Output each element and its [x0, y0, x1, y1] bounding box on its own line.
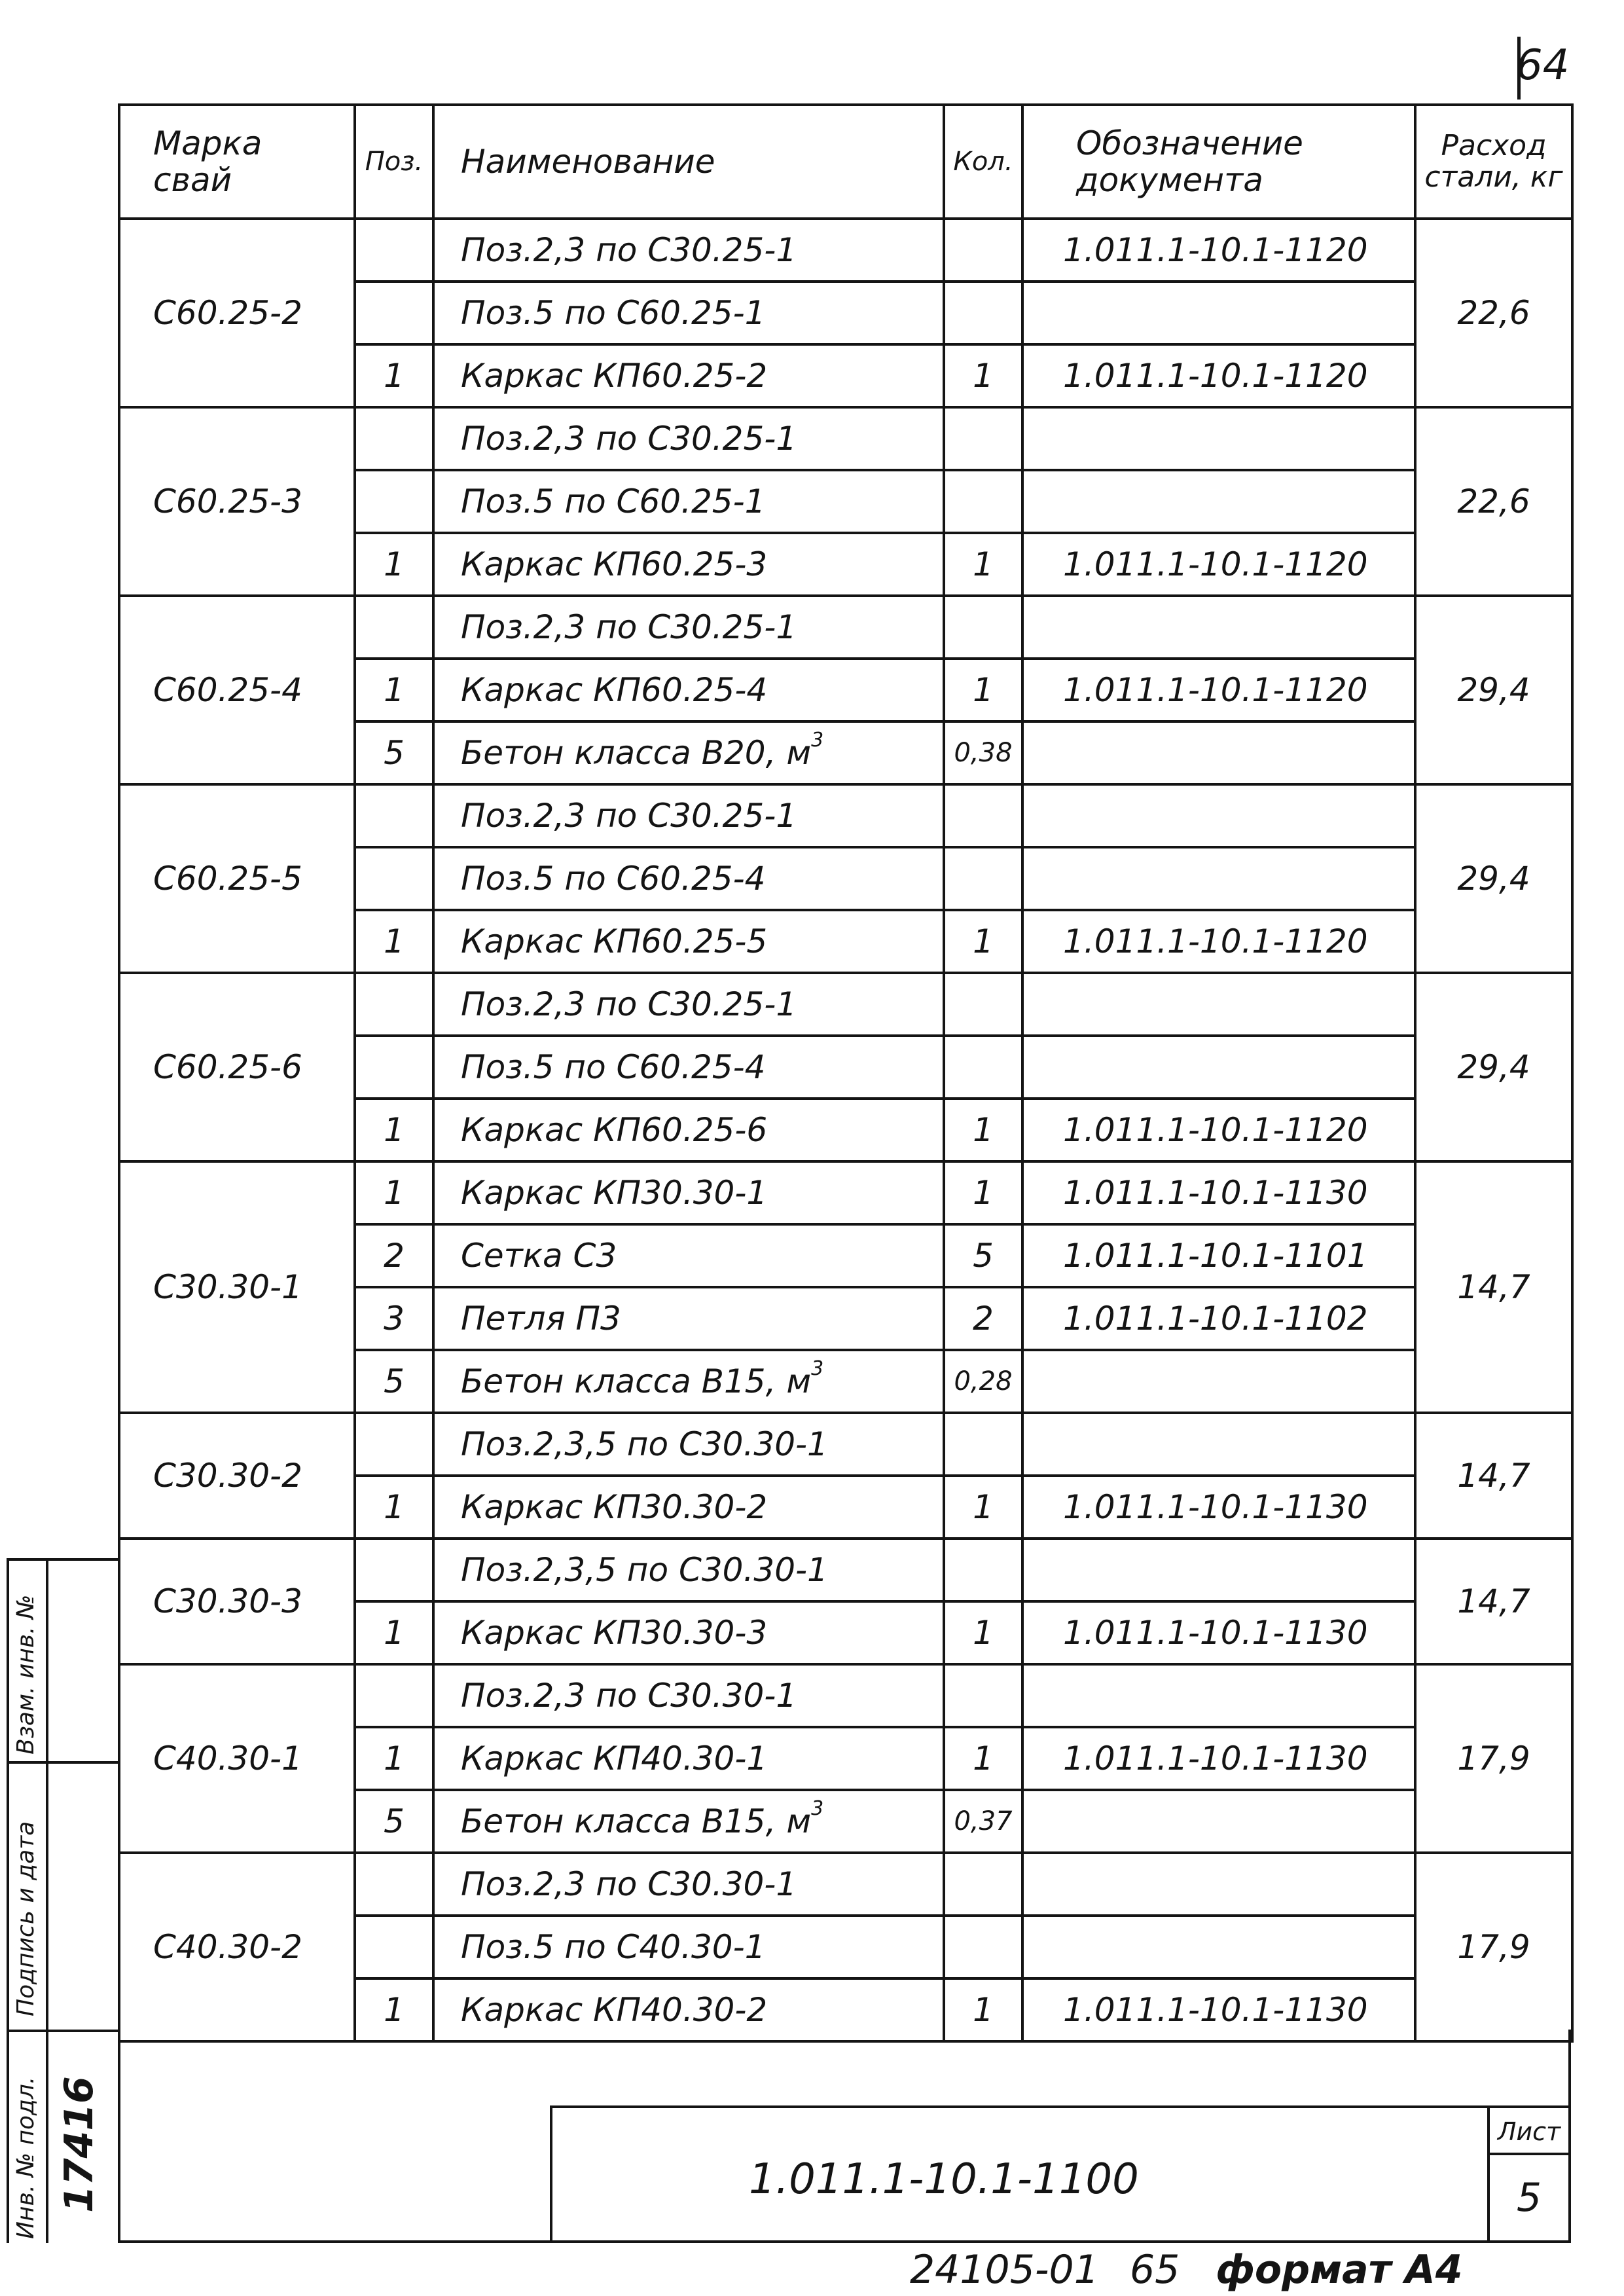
cell-name-text: Сетка С3 [461, 1237, 617, 1275]
cell-doc [1022, 1790, 1415, 1853]
cell-qty: 5 [944, 1224, 1022, 1287]
cell-name-text: Бетон класса В20, м [461, 734, 812, 772]
cell-qty: 1 [944, 1476, 1022, 1539]
cell-doc [1022, 847, 1415, 910]
cell-name [433, 1224, 944, 1287]
cell-qty [944, 847, 1022, 910]
cell-mass: 17,9 [1415, 1664, 1572, 1853]
table-row [119, 596, 1572, 659]
table-row [119, 1413, 1572, 1476]
cell-pos: 1 [355, 1727, 433, 1790]
specification-body [119, 219, 1572, 2041]
cell-name [433, 596, 944, 659]
cell-name [433, 659, 944, 721]
cell-pos: 1 [355, 533, 433, 596]
cell-name [433, 219, 944, 282]
side-stamp-line-mid1 [7, 1761, 118, 1764]
cell-doc [1022, 1350, 1415, 1413]
vzam-inv-label: Взам. инв. № [12, 1594, 39, 1755]
cell-doc [1022, 407, 1415, 470]
cell-name-text: Каркас КП60.25-4 [461, 671, 768, 709]
cell-name [433, 973, 944, 1036]
cell-name-text: Каркас КП60.25-2 [461, 357, 768, 395]
cell-qty: 1 [944, 910, 1022, 973]
cell-name-text: Поз.2,3,5 по С30.30-1 [461, 1551, 828, 1589]
cell-name [433, 533, 944, 596]
cell-name-text: Петля П3 [461, 1300, 621, 1338]
cell-pos: 1 [355, 1601, 433, 1664]
table-row [119, 784, 1572, 847]
cell-marka: С30.30-1 [119, 1161, 355, 1413]
cell-mass: 29,4 [1415, 784, 1572, 973]
podpis-data-label: Подпись и дата [12, 1821, 39, 2016]
cell-name-text: Каркас КП60.25-6 [461, 1111, 768, 1149]
cell-marka: С60.25-4 [119, 596, 355, 784]
cell-name-text: Поз.2,3 по С30.30-1 [461, 1677, 797, 1715]
cell-pos: 1 [355, 344, 433, 407]
table-row [119, 973, 1572, 1036]
cell-name [433, 1161, 944, 1224]
cell-name-text: Бетон класса В15, м [461, 1362, 812, 1400]
cell-doc [1022, 1036, 1415, 1099]
cell-qty: 1 [944, 1161, 1022, 1224]
cell-qty: 1 [944, 1601, 1022, 1664]
cell-mass: 22,6 [1415, 407, 1572, 596]
cell-qty: 1 [944, 1978, 1022, 2041]
cell-name-text: Каркас КП40.30-2 [461, 1991, 768, 2029]
cell-doc: 1.011.1-10.1-1130 [1022, 1476, 1415, 1539]
cell-pos [355, 1916, 433, 1978]
cell-doc: 1.011.1-10.1-1120 [1022, 344, 1415, 407]
cell-marka: С40.30-1 [119, 1664, 355, 1853]
cell-qty: 1 [944, 659, 1022, 721]
table-row [119, 407, 1572, 470]
cell-doc [1022, 1413, 1415, 1476]
sheet-number: 5 [1516, 2175, 1542, 2221]
cell-pos [355, 1539, 433, 1601]
cell-doc: 1.011.1-10.1-1120 [1022, 533, 1415, 596]
table-row [119, 1853, 1572, 1916]
cell-pos [355, 784, 433, 847]
side-stamp-line-top [7, 1558, 118, 1561]
cell-doc: 1.011.1-10.1-1120 [1022, 659, 1415, 721]
cell-pos: 1 [355, 659, 433, 721]
cell-name [433, 1664, 944, 1727]
cell-name [433, 407, 944, 470]
cell-name [433, 1287, 944, 1350]
cell-pos [355, 973, 433, 1036]
cell-pos [355, 1413, 433, 1476]
inv-podl-label: Инв. № подл. [12, 2076, 39, 2239]
cell-name-text: Поз.2,3 по С30.25-1 [461, 797, 797, 835]
cell-qty [944, 784, 1022, 847]
cell-pos [355, 219, 433, 282]
cell-qty: 1 [944, 1727, 1022, 1790]
cell-name [433, 282, 944, 344]
footer-page: 65 [1129, 2247, 1180, 2293]
cell-name [433, 1099, 944, 1161]
specification-table [118, 103, 1574, 2043]
cell-name [433, 1727, 944, 1790]
cell-name-text: Каркас КП40.30-1 [461, 1740, 768, 1777]
cell-pos [355, 470, 433, 533]
cell-doc: 1.011.1-10.1-1101 [1022, 1224, 1415, 1287]
page-number: 64 [1516, 41, 1570, 90]
cell-qty: 1 [944, 344, 1022, 407]
cell-name [433, 1350, 944, 1413]
cell-doc [1022, 1664, 1415, 1727]
cell-name [433, 1916, 944, 1978]
cell-name-text: Поз.2,3 по С30.25-1 [461, 420, 797, 458]
cell-name-text: Каркас КП30.30-2 [461, 1488, 768, 1526]
cell-pos: 5 [355, 1350, 433, 1413]
sheet-label: Лист [1490, 2108, 1568, 2155]
cell-name-text: Поз.2,3 по С30.25-1 [461, 231, 797, 269]
cell-mass: 14,7 [1415, 1161, 1572, 1413]
cell-mass: 22,6 [1415, 219, 1572, 407]
cell-qty [944, 973, 1022, 1036]
side-stamp-col-1 [7, 1558, 9, 2243]
cell-pos [355, 847, 433, 910]
cell-qty [944, 1413, 1022, 1476]
side-stamp [7, 1558, 118, 2243]
cell-name-text: Поз.5 по С60.25-1 [461, 294, 766, 332]
cell-doc [1022, 1539, 1415, 1601]
side-stamp-line-mid2 [7, 2030, 118, 2032]
cell-pos: 5 [355, 1790, 433, 1853]
header-mass: Расход стали, кг [1415, 105, 1572, 219]
header-qty: Кол. [944, 105, 1022, 219]
table-row [119, 1161, 1572, 1224]
cell-qty [944, 1539, 1022, 1601]
table-row [119, 1539, 1572, 1601]
header-marka-text: Марка свай [153, 124, 262, 199]
header-doc [1022, 105, 1415, 219]
document-code: 1.011.1-10.1-1100 [749, 2155, 1139, 2204]
cell-name [433, 1790, 944, 1853]
cell-name-text: Бетон класса В15, м [461, 1802, 812, 1840]
cell-marka: С30.30-2 [119, 1413, 355, 1539]
cell-pos [355, 1664, 433, 1727]
cell-doc: 1.011.1-10.1-1120 [1022, 1099, 1415, 1161]
cell-doc [1022, 596, 1415, 659]
cell-name-text: Каркас КП60.25-5 [461, 922, 768, 960]
cell-mass: 14,7 [1415, 1539, 1572, 1664]
cell-qty [944, 470, 1022, 533]
cell-doc [1022, 721, 1415, 784]
cell-pos [355, 1036, 433, 1099]
cell-mass: 14,7 [1415, 1413, 1572, 1539]
cell-name [433, 784, 944, 847]
cell-name [433, 344, 944, 407]
cell-doc: 1.011.1-10.1-1130 [1022, 1727, 1415, 1790]
header-marka [119, 105, 355, 219]
cell-doc [1022, 470, 1415, 533]
cell-marka: С40.30-2 [119, 1853, 355, 2041]
footer-code: 24105-01 [910, 2247, 1099, 2293]
cell-name-text: Поз.5 по С60.25-4 [461, 860, 766, 898]
header-name: Наименование [433, 105, 944, 219]
cell-marka: С60.25-3 [119, 407, 355, 596]
cell-pos [355, 407, 433, 470]
header-pos: Поз. [355, 105, 433, 219]
unit-superscript: 3 [811, 729, 824, 752]
cell-pos [355, 282, 433, 344]
cell-doc: 1.011.1-10.1-1130 [1022, 1161, 1415, 1224]
cell-doc: 1.011.1-10.1-1102 [1022, 1287, 1415, 1350]
cell-qty [944, 219, 1022, 282]
sheet-cell [1487, 2108, 1568, 2240]
cell-pos: 5 [355, 721, 433, 784]
cell-qty: 2 [944, 1287, 1022, 1350]
cell-qty [944, 1036, 1022, 1099]
cell-qty: 1 [944, 533, 1022, 596]
cell-marka: С60.25-6 [119, 973, 355, 1161]
cell-qty: 0,38 [944, 721, 1022, 784]
cell-pos [355, 1853, 433, 1916]
cell-name-text: Поз.2,3 по С30.30-1 [461, 1865, 797, 1903]
cell-name-text: Каркас КП60.25-3 [461, 545, 768, 583]
cell-mass: 29,4 [1415, 596, 1572, 784]
cell-name [433, 1476, 944, 1539]
header-doc-text: Обозначение документа [1076, 124, 1303, 199]
cell-qty: 0,37 [944, 1790, 1022, 1853]
cell-name [433, 1413, 944, 1476]
cell-name [433, 1539, 944, 1601]
cell-qty [944, 1664, 1022, 1727]
cell-pos: 1 [355, 1978, 433, 2041]
unit-superscript: 3 [811, 1797, 824, 1820]
cell-qty [944, 596, 1022, 659]
cell-name [433, 1853, 944, 1916]
cell-name-text: Каркас КП30.30-3 [461, 1614, 768, 1652]
cell-name-text: Поз.2,3 по С30.25-1 [461, 608, 797, 646]
cell-pos: 1 [355, 1476, 433, 1539]
cell-name-text: Поз.2,3,5 по С30.30-1 [461, 1425, 828, 1463]
cell-pos: 1 [355, 910, 433, 973]
cell-name-text: Поз.5 по С40.30-1 [461, 1928, 766, 1966]
cell-doc [1022, 784, 1415, 847]
table-header-row [119, 105, 1572, 219]
cell-qty [944, 407, 1022, 470]
cell-qty [944, 1916, 1022, 1978]
cell-qty [944, 282, 1022, 344]
cell-doc [1022, 1853, 1415, 1916]
cell-name-text: Поз.2,3 по С30.25-1 [461, 985, 797, 1023]
cell-pos: 1 [355, 1099, 433, 1161]
cell-doc: 1.011.1-10.1-1130 [1022, 1601, 1415, 1664]
unit-superscript: 3 [811, 1357, 824, 1380]
footer-format: формат А4 [1216, 2247, 1463, 2293]
cell-name [433, 1601, 944, 1664]
cell-pos: 1 [355, 1161, 433, 1224]
cell-name [433, 1036, 944, 1099]
cell-name [433, 470, 944, 533]
cell-marka: С60.25-5 [119, 784, 355, 973]
cell-name [433, 910, 944, 973]
cell-pos: 2 [355, 1224, 433, 1287]
cell-pos: 3 [355, 1287, 433, 1350]
cell-doc: 1.011.1-10.1-1130 [1022, 1978, 1415, 2041]
cell-qty: 0,28 [944, 1350, 1022, 1413]
cell-name-text: Поз.5 по С60.25-1 [461, 483, 766, 520]
cell-doc: 1.011.1-10.1-1120 [1022, 910, 1415, 973]
cell-name-text: Каркас КП30.30-1 [461, 1174, 768, 1212]
table-row [119, 1664, 1572, 1727]
cell-marka: С30.30-3 [119, 1539, 355, 1664]
cell-name [433, 847, 944, 910]
cell-qty [944, 1853, 1022, 1916]
title-block [550, 2105, 1571, 2243]
side-stamp-col-2 [46, 1558, 48, 2243]
cell-qty: 1 [944, 1099, 1022, 1161]
cell-doc: 1.011.1-10.1-1120 [1022, 219, 1415, 282]
cell-mass: 17,9 [1415, 1853, 1572, 2041]
cell-mass: 29,4 [1415, 973, 1572, 1161]
cell-doc [1022, 973, 1415, 1036]
cell-marka: С60.25-2 [119, 219, 355, 407]
cell-doc [1022, 1916, 1415, 1978]
table-row [119, 219, 1572, 282]
footer [910, 2247, 1462, 2293]
cell-name-text: Поз.5 по С60.25-4 [461, 1048, 766, 1086]
cell-name [433, 721, 944, 784]
inv-podl-value: 17416 [56, 2076, 102, 2213]
cell-pos [355, 596, 433, 659]
cell-doc [1022, 282, 1415, 344]
